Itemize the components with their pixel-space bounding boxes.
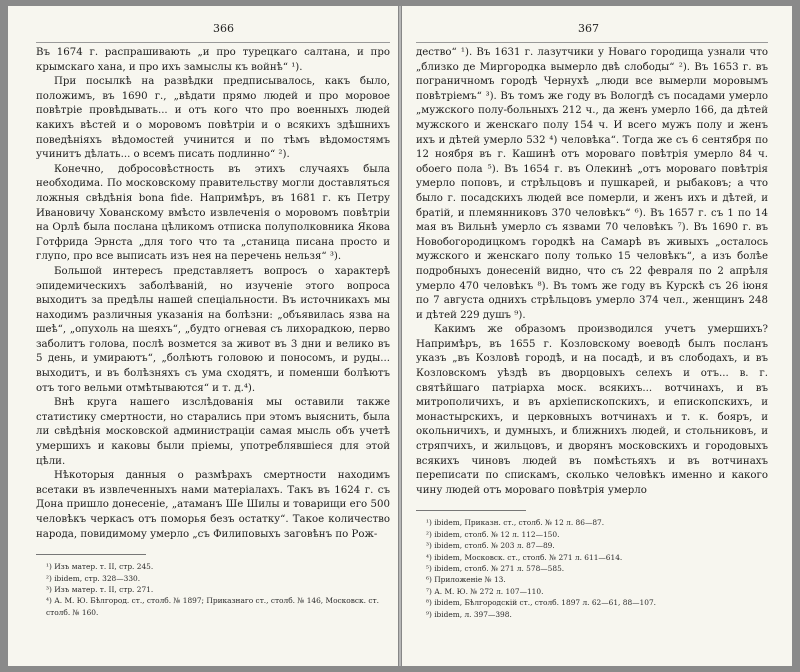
- header-rule: [416, 42, 768, 43]
- paragraph: Внѣ круга нашего изслѣдованія мы оставили также статистику смертности, но старались при этомъ выяснить, была ли свѣдѣнія московской администраціи самая мысль объ учетѣ умершихъ и каковы были пріемы, употреблявшіеся для этой цѣли.: [36, 397, 390, 467]
- header-rule: [36, 42, 390, 43]
- footnote: ⁸) ibidem, Бѣлгородскій ст., столб. 1897 л. 62—61, 88—107.: [426, 598, 656, 608]
- footnote: ³) ibidem, столб. № 203 л. 87—89.: [426, 541, 555, 551]
- footnote: ¹) ibidem, Приказн. ст., столб. № 12 л. 86—87.: [426, 518, 605, 528]
- paragraph: Большой интересъ представляетъ вопросъ о характерѣ эпидемическихъ заболѣваній, но изученіе этого вопроса выходитъ за предѣлы нашей спеціальности. Въ источникахъ мы находимъ различныя указанія на болѣзни: „объявилась язва на шеѣ“, „опухоль на шеяхъ“, „будто огневая съ лихорадкою, перво заболитъ голова, послѣ возмется за живот въ 3 дни и велико въ 5 день, и умираютъ“, „болѣютъ головою и поносомъ, и руды... выходитъ, и въ болѣзняхъ съ ума сходятъ, и поменши болѣютъ отъ того вельми отмѣтываются“ и т. д.⁴).: [36, 265, 390, 394]
- footnote: ⁴) ibidem, Московск. ст., столб. № 271 л. 611—614.: [426, 552, 623, 562]
- body-text: [416, 46, 768, 498]
- paragraph: Конечно, добросовѣстность въ этихъ случаяхъ была необходима. По московскому правительству могли доставляться ложныя свѣдѣнія bona fide. Напримѣръ, въ 1681 г. къ Петру Ивановичу Хованскому вмѣсто извлеченія о моровомъ повѣтріи на Орлѣ была послана цѣликомъ отписка полуполковника Якова Готфрида Эрнста „для того что та „станица писана просто и глупо, про все выписать изъ нея на перечень нельзя“ ³).: [36, 163, 390, 263]
- footnote: ⁷) А. М. Ю. № 272 л. 107—110.: [426, 586, 544, 596]
- footnote: ³) Изъ матер. т. II, стр. 271.: [46, 585, 154, 594]
- paragraph: Какимъ же образомъ производился учетъ умершихъ? Напримѣръ, въ 1655 г. Козловскому воеводѣ былъ посланъ указъ „въ Козловѣ городѣ, и на посадѣ, и въ слободахъ, и въ Козловскомъ уѣздѣ въ дворцовыхъ селехъ и отъ... в. г. святѣйшаго патріарха моск. всякихъ... вотчинахъ, и въ митрополичихъ, и въ архіепископскихъ, и епископскихъ, и монастырскихъ, и церковныхъ вотчинахъ и т. к. бояръ, и окольничихъ, и думныхъ, и ближнихъ людей, и стольниковъ, и стряпчихъ, и жильцовъ, и дворянъ московскихъ и городовыхъ всякихъ чиновъ людей въ помѣстьяхъ и въ вотчинахъ переписати по спискамъ, сколько человѣкъ именно и какого чину людей отъ мороваго повѣтрія умерло: [416, 324, 768, 496]
- footnotes: [36, 561, 390, 618]
- page-number: 366: [213, 22, 234, 35]
- body-text: [36, 46, 390, 542]
- footnote: ⁴) А. М. Ю. Бѣлгород. ст., столб. № 1897; Приказнаго ст., столб. № 146, Московск. ст. столб. № 160.: [46, 596, 379, 617]
- footnotes: [416, 517, 768, 620]
- footnote: ⁶) Приложеніе № 13.: [426, 575, 506, 585]
- footnote-rule: [36, 554, 146, 555]
- footnote: ²) ibidem, стр. 328—330.: [46, 573, 141, 583]
- footnote: ¹) Изъ матер. т. II, стр. 245.: [46, 562, 154, 572]
- paragraph: Нѣкоторыя данныя о размѣрахъ смертности находимъ всетаки въ извлеченныхъ нами матеріалахъ. Такъ въ 1624 г. съ Дона пришло донесеніе, „атаманъ Ше Шилы и товарищи его 500 человѣкъ черкасъ отъ поморья безъ остатку“. Такое количество народа, повидимому умерло „съ Филиповыхъ заговѣнъ по Рож-: [36, 470, 390, 540]
- paragraph: дество“ ¹). Въ 1631 г. лазутчики у Новаго городища узнали что „близко де Миргородка вымерло двѣ слободы“ ²). Въ 1653 г. въ пограничномъ городѣ Чернухѣ „люди все вымерли моровымъ повѣтріемъ“ ³). Въ томъ же году въ Вологдѣ съ посадами умерло „мужского полу-больныхъ 212 ч., да женъ умерло 166, да дѣтей мужского и женскаго полу 154 ч. И всего мужъ полу и женъ ихъ и дѣтей умерло 532 ⁴) человѣка“. Тогда же съ 6 сентября по 12 ноября въ г. Кашинѣ отъ мороваго повѣтрія умерло 84 ч. обоего пола ⁵). Въ 1654 г. въ Олекинѣ „отъ мороваго повѣтрія умерло поповъ, и стрѣльцовъ и пушкарей, и рыбаковъ; а что было г. посадскихъ людей все померли, и женъ ихъ и дѣтей, и братій, и племянниковъ 370 человѣкъ“ ⁶). Въ 1657 г. съ 1 по 14 мая въ Вильнѣ умерло съ язвами 70 человѣкъ ⁷). Въ 1690 г. въ Новобогородицкомъ городкѣ на Самарѣ въ живыхъ „осталось мужского и женскаго полу только 15 человѣкъ“, а изъ болѣе подробныхъ донесеній видно, что съ 22 февраля по 2 апрѣля умерло 470 человѣкъ ⁸). Въ томъ же году въ Курскѣ съ 26 іюня по 7 августа однихъ стрѣльцовъ умерло 374 чел., женщинъ 248 и дѣтей 229 душъ ⁹).: [416, 47, 768, 321]
- footnote: ⁵) ibidem, столб. № 271 л. 578—585.: [426, 564, 565, 574]
- paragraph: При посылкѣ на развѣдки предписывалось, какъ было, положимъ, въ 1690 г., „вѣдати прямо людей и про моровое повѣтріе провѣдывать... и отъ кого что про военныхъ людей какихъ вѣстей и о моровомъ повѣтріи и о всякихъ здѣшнихъ поведѣніяхъ вѣдомостей учинится и по тѣмъ вѣдомостямъ учинитъ дѣлать... о всемъ писать подлинно“ ²).: [36, 76, 390, 161]
- footnote: ²) ibidem, столб. № 12 л. 112—150.: [426, 529, 560, 539]
- footnote-rule: [416, 510, 526, 511]
- page-number: 367: [578, 22, 599, 35]
- left-page: [8, 6, 398, 666]
- paragraph: Въ 1674 г. распрашивають „и про турецкаго салтана, и про крымскаго хана, и про ихъ замыслы къ войнѣ“ ¹).: [36, 47, 390, 73]
- right-page: [402, 6, 792, 666]
- footnote: ⁹) ibidem, л. 397—398.: [426, 609, 512, 619]
